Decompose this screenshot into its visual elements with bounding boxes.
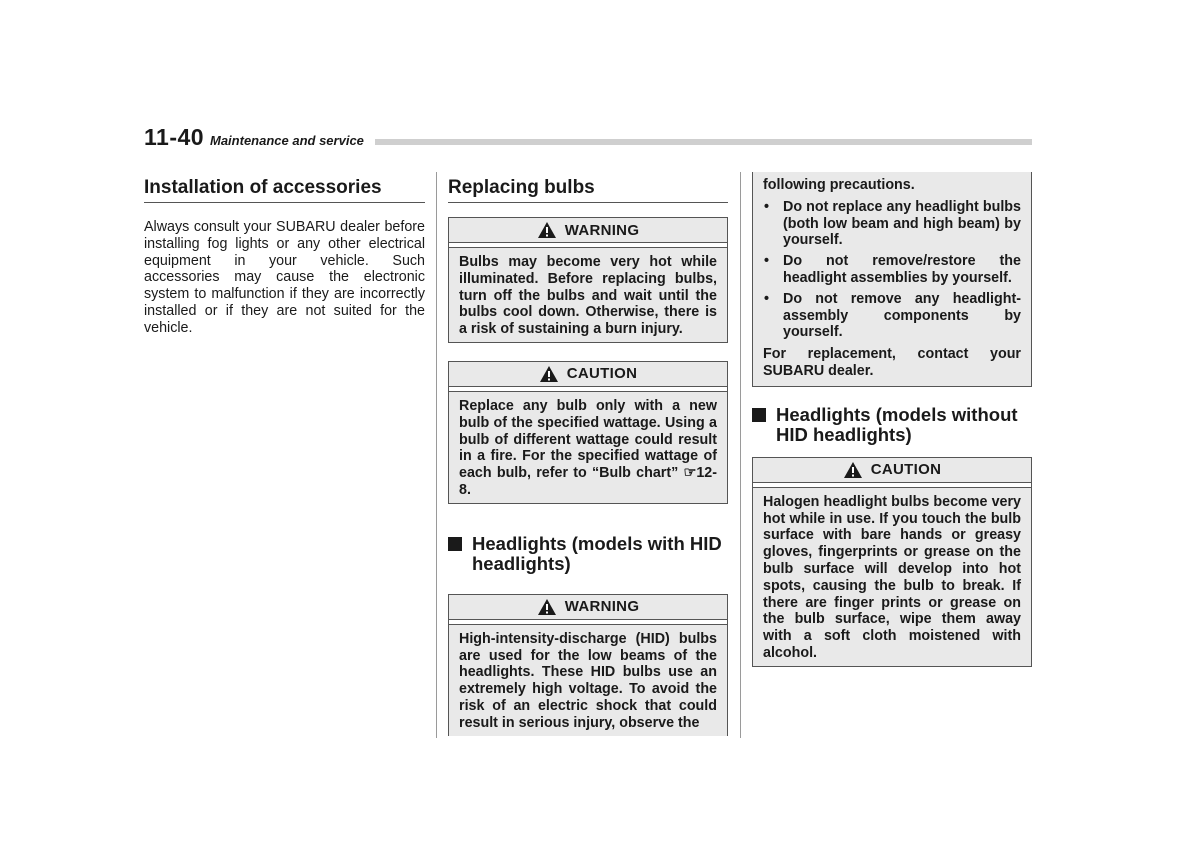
halogen-caution-text: Halogen headlight bulbs become very hot while in use. If you touch the bulb surface with bare hands or greasy gloves, fingerprints or grease on the bulb surface will develop into hot spots, causing the bulb to break. If there are finger prints or grease on the bulb surface, wipe them away with a soft cloth moistened with alcohol. <box>753 487 1031 666</box>
column-1 <box>144 172 425 337</box>
precaution-list <box>763 199 1021 341</box>
page-number: 11-40 <box>144 124 205 150</box>
list-item: • Do not remove/restore the headlight assemblies by yourself. <box>763 253 1021 287</box>
header-rule <box>375 139 1032 145</box>
caution-triangle-icon <box>843 461 863 479</box>
section-name: Maintenance and service <box>210 133 364 148</box>
column-2 <box>448 172 728 736</box>
hid-warning-box <box>448 594 728 736</box>
column-divider <box>436 172 437 738</box>
caution-box <box>448 361 728 504</box>
warning-triangle-icon <box>537 598 557 616</box>
accessories-title: Installation of accessories <box>144 172 425 203</box>
accessories-body: Always consult your SUBARU dealer before installing fog lights or any other electrical equipment in your vehicle. Such accessories may cause the electronic system to malfunction if they are incorrectly installed or if they are not suited for the vehicle. <box>144 219 425 336</box>
warning-label: WARNING <box>564 221 640 239</box>
warning-triangle-icon <box>537 221 557 239</box>
halogen-caution-box <box>752 457 1032 667</box>
continued-lead: following precautions. <box>763 177 915 193</box>
warning-box <box>448 217 728 343</box>
continued-tail: For replacement, contact your SUBARU dealer. <box>763 346 1021 379</box>
page-header <box>144 124 1032 154</box>
caution-text: Replace any bulb only with a new bulb of the specified wattage. Using a bulb of different wattage could result in a fire. For the specified wattage of each bulb, refer to “Bulb chart” ☞12-8. <box>449 391 727 503</box>
square-bullet-icon <box>448 537 462 551</box>
warning-text: Bulbs may become very hot while illuminated. Before replacing bulbs, turn off the bulbs and wait until the bulbs cool down. Otherwise, there is a risk of sustaining a burn injury. <box>449 247 727 342</box>
column-divider <box>740 172 741 738</box>
replacing-bulbs-title: Replacing bulbs <box>448 172 728 203</box>
column-3 <box>752 172 1032 667</box>
list-item: • Do not replace any headlight bulbs (both low beam and high beam) by yourself. <box>763 199 1021 249</box>
square-bullet-icon <box>752 408 766 422</box>
warning-label: WARNING <box>564 598 640 616</box>
caution-triangle-icon <box>539 365 559 383</box>
caution-label: CAUTION <box>870 461 942 479</box>
caution-label: CAUTION <box>566 365 638 383</box>
hid-warning-text: High-intensity-discharge (HID) bulbs are used for the low beams of the headlights. These HID bulbs use an extremely high voltage. To avoid the risk of an electric shock that could result in serious injury, observe the <box>449 624 727 736</box>
hid-headlights-subhead: Headlights (models with HID headlights) <box>448 534 728 574</box>
list-item: • Do not remove any headlight-assembly components by yourself. <box>763 291 1021 341</box>
non-hid-headlights-subhead: Headlights (models without HID headlights) <box>752 405 1032 445</box>
hid-warning-continued <box>752 172 1032 387</box>
